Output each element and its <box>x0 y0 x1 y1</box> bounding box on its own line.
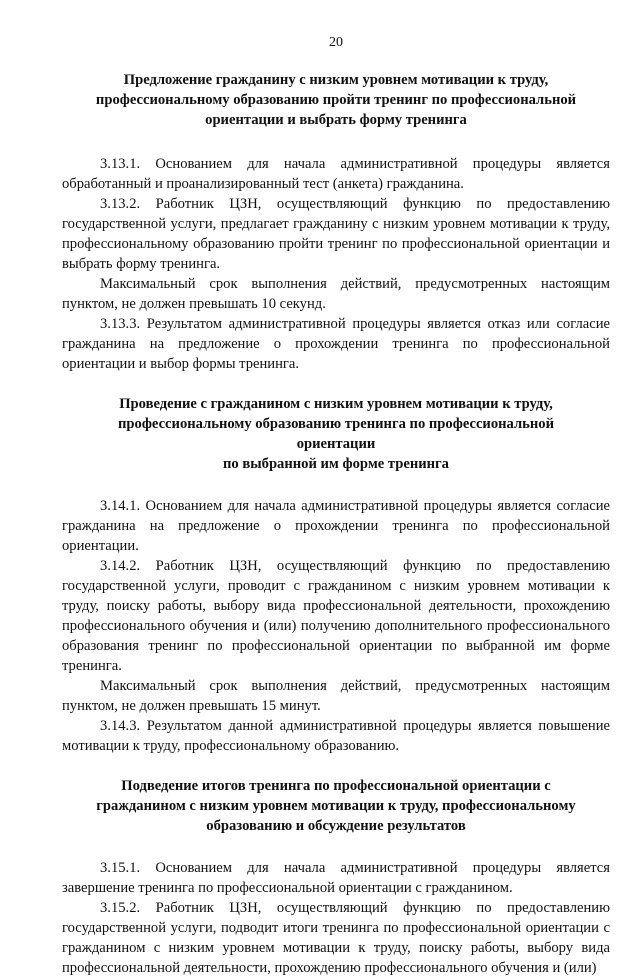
document-page <box>62 34 610 978</box>
heading-line: Проведение с гражданином с низким уровнем мотивации к труду, <box>119 396 553 412</box>
heading-line: ориентации и выбрать форму тренинга <box>205 112 467 128</box>
paragraph: 3.13.1. Основанием для начала административной процедуры является обработанный и проанализированный тест (анкета) гражданина. <box>62 156 610 192</box>
heading-line: профессиональному образованию пройти тренинг по профессиональной <box>95 92 577 108</box>
paragraph: 3.14.2. Работник ЦЗН, осуществляющий функцию по предоставлению государственной услуги, проводит с гражданином с низким уровнем мотивации к труду, поиску работы, выбору вида профессиональной деятельности, прохождению профессионального обучения и (или) получению дополнительного профессионального образования тренинг по профессиональной ориентации по выбранной им форме тренинга. <box>62 558 610 674</box>
section-3-13 <box>62 70 610 374</box>
page-number: 20 <box>329 35 343 50</box>
paragraph: 3.15.1. Основанием для начала административной процедуры является завершение тренинга по профессиональной ориентации с гражданином. <box>62 860 610 896</box>
section-heading <box>92 776 580 836</box>
section-3-15 <box>62 776 610 978</box>
paragraph: 3.14.3. Результатом данной административной процедуры является повышение мотивации к труду, профессиональному образованию. <box>62 718 610 754</box>
heading-line: профессиональному образованию тренинга по профессиональной ориентации <box>118 416 554 452</box>
section-heading <box>92 70 580 130</box>
heading-line: Предложение гражданину с низким уровнем мотивации к труду, <box>123 72 549 88</box>
heading-line: Подведение итогов тренинга по профессиональной ориентации с <box>121 778 551 794</box>
paragraph: 3.15.2. Работник ЦЗН, осуществляющий функцию по предоставлению государственной услуги, подводит итоги тренинга по профессиональной ориентации с гражданином с низким уровнем мотивации к труду, поиску работы, выбору вида профессиональной деятельности, прохождению профессионального обучения и (или) <box>62 900 610 976</box>
paragraph: Максимальный срок выполнения действий, предусмотренных настоящим пунктом, не должен превышать 15 минут. <box>62 678 610 714</box>
paragraph: Максимальный срок выполнения действий, предусмотренных настоящим пунктом, не должен превышать 10 секунд. <box>62 276 610 312</box>
heading-line: образованию и обсуждение результатов <box>206 818 466 834</box>
heading-line: гражданином с низким уровнем мотивации к труду, профессиональному <box>96 798 576 814</box>
paragraph: 3.13.2. Работник ЦЗН, осуществляющий функцию по предоставлению государственной услуги, предлагает гражданину с низким уровнем мотивации к труду, профессиональному образованию пройти тренинг по профессиональной ориентации и выбрать форму тренинга. <box>62 196 610 272</box>
heading-line: по выбранной им форме тренинга <box>223 456 449 472</box>
section-3-14 <box>62 394 610 756</box>
paragraph: 3.14.1. Основанием для начала административной процедуры является согласие гражданина на предложение о прохождении тренинга по профессиональной ориентации. <box>62 498 610 554</box>
paragraph: 3.13.3. Результатом административной процедуры является отказ или согласие гражданина на предложение о прохождении тренинга по профессиональной ориентации и выбор формы тренинга. <box>62 316 610 372</box>
section-heading <box>92 394 580 474</box>
